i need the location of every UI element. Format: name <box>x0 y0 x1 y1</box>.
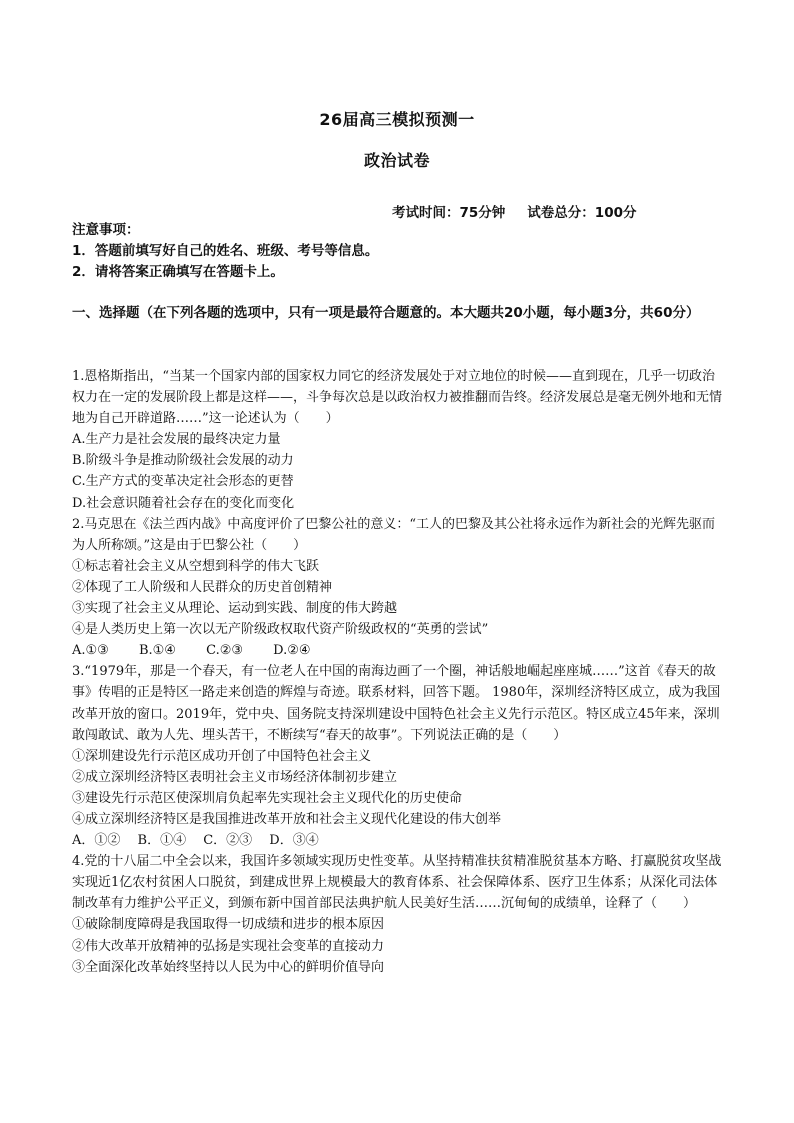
question-2 <box>72 514 724 662</box>
note-item: 2．请将答案正确填写在答题卡上。 <box>72 264 284 280</box>
statement: ②伟大改革开放精神的弘扬是实现社会变革的直接动力 <box>72 938 385 954</box>
answer-choices: A．①② B．①④ C．②③ D．③④ <box>72 833 319 849</box>
question-1 <box>72 366 724 514</box>
exam-title: 26届高三模拟预测一 <box>319 110 475 129</box>
exam-subject: 政治试卷 <box>363 151 430 170</box>
statement: ③实现了社会主义从理论、运动到实践、制度的伟大跨越 <box>72 601 398 617</box>
section-heading: 一、选择题（在下列各题的选项中，只有一项是最符合题意的。本大题共20小题，每小题3分，共60分） <box>72 305 700 321</box>
note-item: 1．答题前填写好自己的姓名、班级、考号等信息。 <box>72 243 379 259</box>
question-4 <box>72 851 724 978</box>
statement: ①破除制度障碍是我国取得一切成绩和进步的根本原因 <box>72 917 385 933</box>
answer-choices: A.①③ B.①④ C.②③ D.②④ <box>72 643 311 659</box>
question-stem: 2.马克思在《法兰西内战》中高度评价了巴黎公社的意义：“工人的巴黎及其公社将永远作为新社会的光辉先驱而为人所称颂。”这是由于巴黎公社（ ） <box>72 516 716 553</box>
option: D.社会意识随着社会存在的变化而变化 <box>72 495 295 511</box>
exam-info <box>392 201 636 221</box>
statement: ②体现了工人阶级和人民群众的历史首创精神 <box>72 579 333 595</box>
statement: ③全面深化改革始终坚持以人民为中心的鲜明价值导向 <box>72 959 385 975</box>
statement: ④成立深圳经济特区是我国推进改革开放和社会主义现代化建设的伟大创举 <box>72 811 502 827</box>
statement: ①标志着社会主义从空想到科学的伟大飞跃 <box>72 558 320 574</box>
option: C.生产方式的变革决定社会形态的更替 <box>72 474 294 490</box>
question-list <box>72 366 724 978</box>
option: B.阶级斗争是推动阶级社会发展的动力 <box>72 453 294 469</box>
question-stem: 1.恩格斯指出，“当某一个国家内部的国家权力同它的经济发展处于对立地位的时候——直到现在，几乎一切政治权力在一定的发展阶段上都是这样——，斗争每次总是以政治权力被推翻而告终。经济发展总是毫无例外地和无情地为自己开辟道路……”这一论述认为（ ） <box>72 369 723 427</box>
statement: ④是人类历史上第一次以无产阶级政权取代资产阶级政权的“英勇的尝试” <box>72 622 489 638</box>
question-stem: 4.党的十八届二中全会以来，我国许多领域实现历史性变革。从坚持精准扶贫精准脱贫基本方略、打赢脱贫攻坚战实现近1亿农村贫困人口脱贫，到建成世界上规模最大的教育体系、社会保障体系、医疗卫生体系；从深化司法体制改革有力维护公平正义，到颁布新中国首部民法典护航人民美好生活……沉甸甸的成绩单，诠释了（ ） <box>72 854 722 912</box>
total-score: 试卷总分：100分 <box>527 205 637 221</box>
notes-heading: 注意事项： <box>72 222 140 238</box>
notes-block <box>72 220 378 283</box>
option: A.生产力是社会发展的最终决定力量 <box>72 432 281 448</box>
statement: ②成立深圳经济特区表明社会主义市场经济体制初步建立 <box>72 769 398 785</box>
statement: ③建设先行示范区使深圳肩负起率先实现社会主义现代化的历史使命 <box>72 790 463 806</box>
question-stem: 3.“1979年，那是一个春天，有一位老人在中国的南海边画了一个圈，神话般地崛起座座城……”这首《春天的故事》传唱的正是特区一路走来创造的辉煌与奇迹。联系材料，回答下题。 1980年，深圳经济特区成立，成为我国改革开放的窗口。2019年，党中央、国务院支持深圳建设中国特色社会主义先行示范区。特区成立45年来，深圳敢闯敢试、敢为人先、埋头苦干，不断续写“春天的故事”。下列说法正确的是（ ） <box>72 664 721 743</box>
statement: ①深圳建设先行示范区成功开创了中国特色社会主义 <box>72 748 372 764</box>
question-3 <box>72 661 724 851</box>
exam-time: 考试时间：75分钟 <box>392 205 506 221</box>
